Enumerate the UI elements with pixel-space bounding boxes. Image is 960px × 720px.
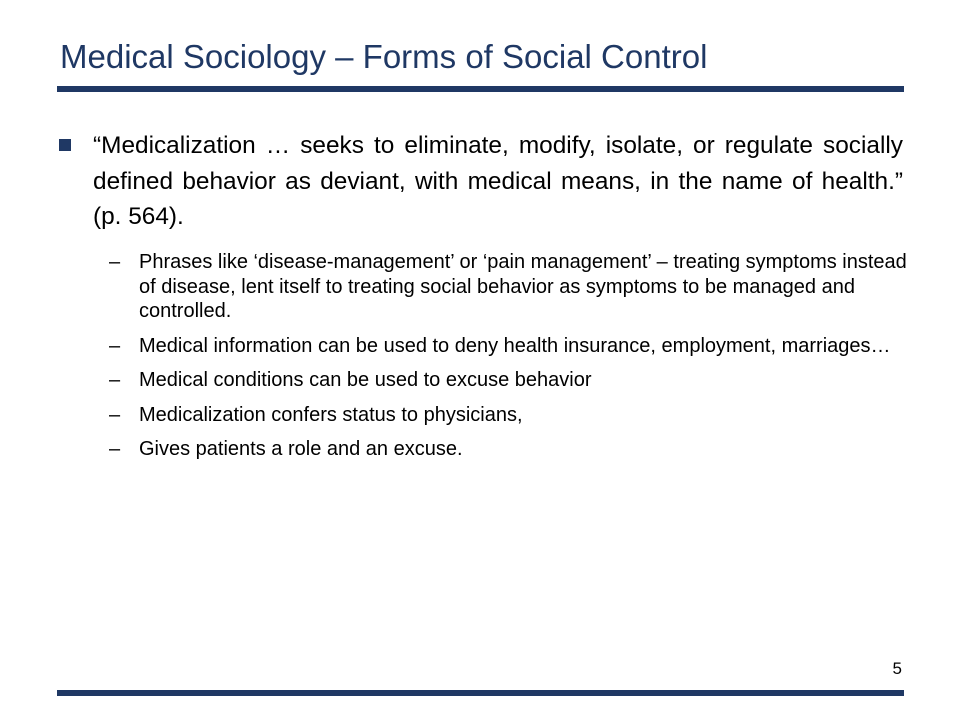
- title-divider: [57, 86, 904, 92]
- square-bullet-icon: [58, 138, 72, 152]
- sub-bullet-text: Phrases like ‘disease-management’ or ‘pain management’ – treating symptoms instead of disease, lent itself to treating social behavior as symptoms to be managed and controlled.: [139, 251, 907, 322]
- page-number: 5: [892, 659, 902, 678]
- dash-marker: –: [109, 438, 121, 460]
- dash-marker: –: [109, 334, 121, 357]
- sub-bullet-item: [109, 437, 909, 462]
- sub-bullet-list: [109, 250, 909, 472]
- sub-bullet-item: [109, 250, 909, 324]
- sub-bullet-text: Medical conditions can be used to excuse behavior: [139, 369, 592, 391]
- sub-bullet-text: Medicalization confers status to physicians,: [139, 403, 523, 426]
- sub-bullet-item: [109, 403, 909, 428]
- sub-bullet-item: [109, 368, 909, 393]
- sub-bullet-text: Gives patients a role and an excuse.: [139, 438, 463, 460]
- main-bullet-text: “Medicalization … seeks to eliminate, modify, isolate, or regulate socially defined behavior as deviant, with medical means, in the name of health.” (p. 564).: [93, 132, 903, 230]
- sub-bullet-text: Medical information can be used to deny health insurance, employment, marriages…: [139, 334, 891, 357]
- dash-marker: –: [109, 369, 121, 391]
- dash-marker: –: [109, 251, 121, 273]
- slide-title: Medical Sociology – Forms of Social Control: [60, 38, 708, 75]
- dash-marker: –: [109, 403, 121, 426]
- footer-divider: [57, 690, 904, 696]
- sub-bullet-item: [109, 334, 909, 359]
